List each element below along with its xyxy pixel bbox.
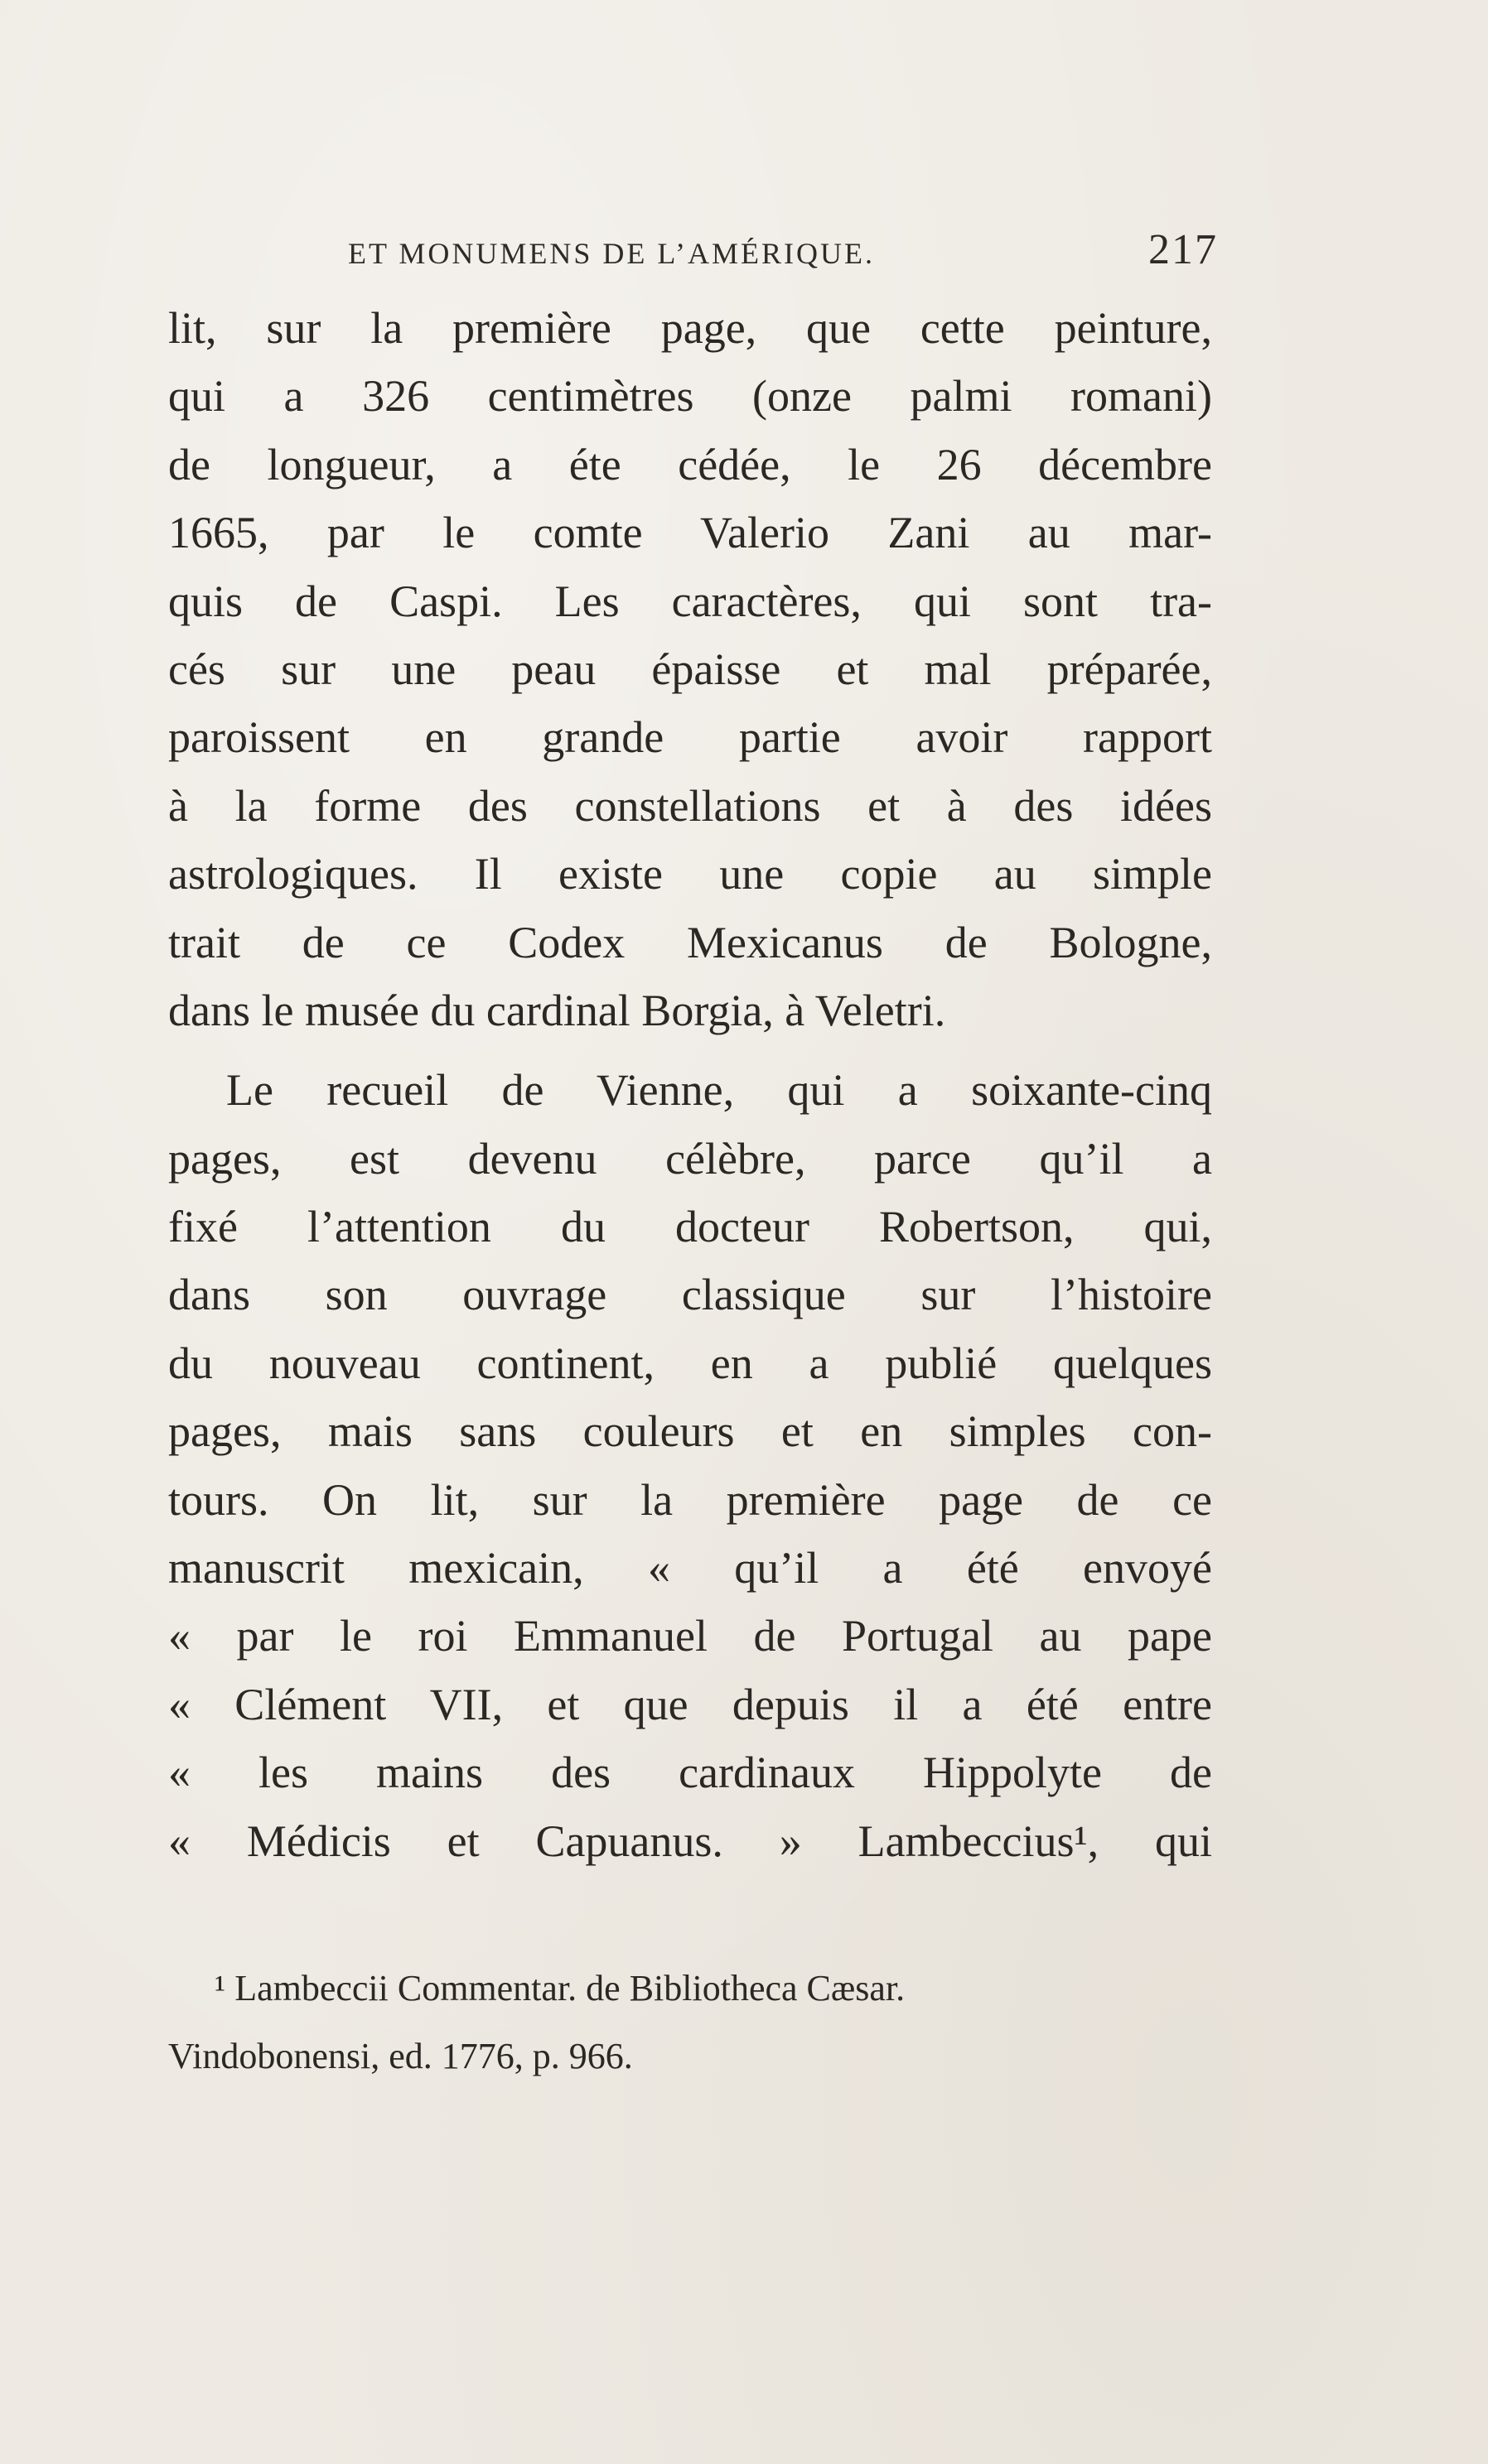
- main-text: [168, 294, 1212, 1875]
- text-line-10: trait de ce Codex Mexicanus de Bologne,: [168, 917, 1212, 967]
- text-line-18: tours. On lit, sur la première page de ce: [168, 1474, 1212, 1525]
- text-line-23: « Médicis et Capuanus. » Lambeccius¹, qui: [168, 1815, 1212, 1866]
- running-head: ET MONUMENS DE L’AMÉRIQUE.: [348, 237, 875, 270]
- text-line-12: Le recueil de Vienne, qui a soixante-cinq: [226, 1065, 1212, 1116]
- text-line-7: paroissent en grande partie avoir rapport: [168, 712, 1212, 763]
- text-line-9: astrologiques. Il existe une copie au simple: [168, 849, 1212, 899]
- text-line-20: « par le roi Emmanuel de Portugal au pape: [168, 1611, 1212, 1661]
- text-line-4: 1665, par le comte Valerio Zani au mar-: [168, 508, 1212, 558]
- text-line-13: pages, est devenu célèbre, parce qu’il a: [168, 1133, 1212, 1184]
- page-header: [348, 225, 1218, 283]
- text-line-5: quis de Caspi. Les caractères, qui sont tra-: [168, 576, 1212, 626]
- text-line-17: pages, mais sans couleurs et en simples con-: [168, 1406, 1212, 1457]
- text-line-16: du nouveau continent, en a publié quelques: [168, 1338, 1212, 1388]
- text-line-21: « Clément VII, et que depuis il a été entre: [168, 1679, 1212, 1729]
- page-number: 217: [1148, 226, 1218, 273]
- text-line-22: « les mains des cardinaux Hippolyte de: [168, 1748, 1212, 1798]
- text-line-2: qui a 326 centimètres (onze palmi romani): [168, 371, 1212, 422]
- text-line-15: dans son ouvrage classique sur l’histoire: [168, 1270, 1212, 1320]
- text-line-6: cés sur une peau épaisse et mal préparée,: [168, 644, 1212, 694]
- paragraph-gap: [168, 1044, 1212, 1056]
- text-line-19: manuscrit mexicain, « qu’il a été envoyé: [168, 1543, 1212, 1594]
- footnotes: [168, 1955, 1212, 2090]
- footnote-line-2: Vindobonensi, ed. 1776, p. 966.: [168, 2036, 633, 2076]
- text-line-3: de longueur, a éte cédée, le 26 décembre: [168, 439, 1212, 489]
- text-line-14: fixé l’attention du docteur Robertson, qui,: [168, 1202, 1212, 1252]
- text-line-8: à la forme des constellations et à des idées: [168, 780, 1212, 831]
- footnote-line-1: ¹ Lambeccii Commentar. de Bibliotheca Cæsar.: [215, 1968, 906, 2008]
- text-line-11: dans le musée du cardinal Borgia, à Veletri.: [168, 985, 946, 1035]
- text-line-1: lit, sur la première page, que cette peinture,: [168, 303, 1212, 353]
